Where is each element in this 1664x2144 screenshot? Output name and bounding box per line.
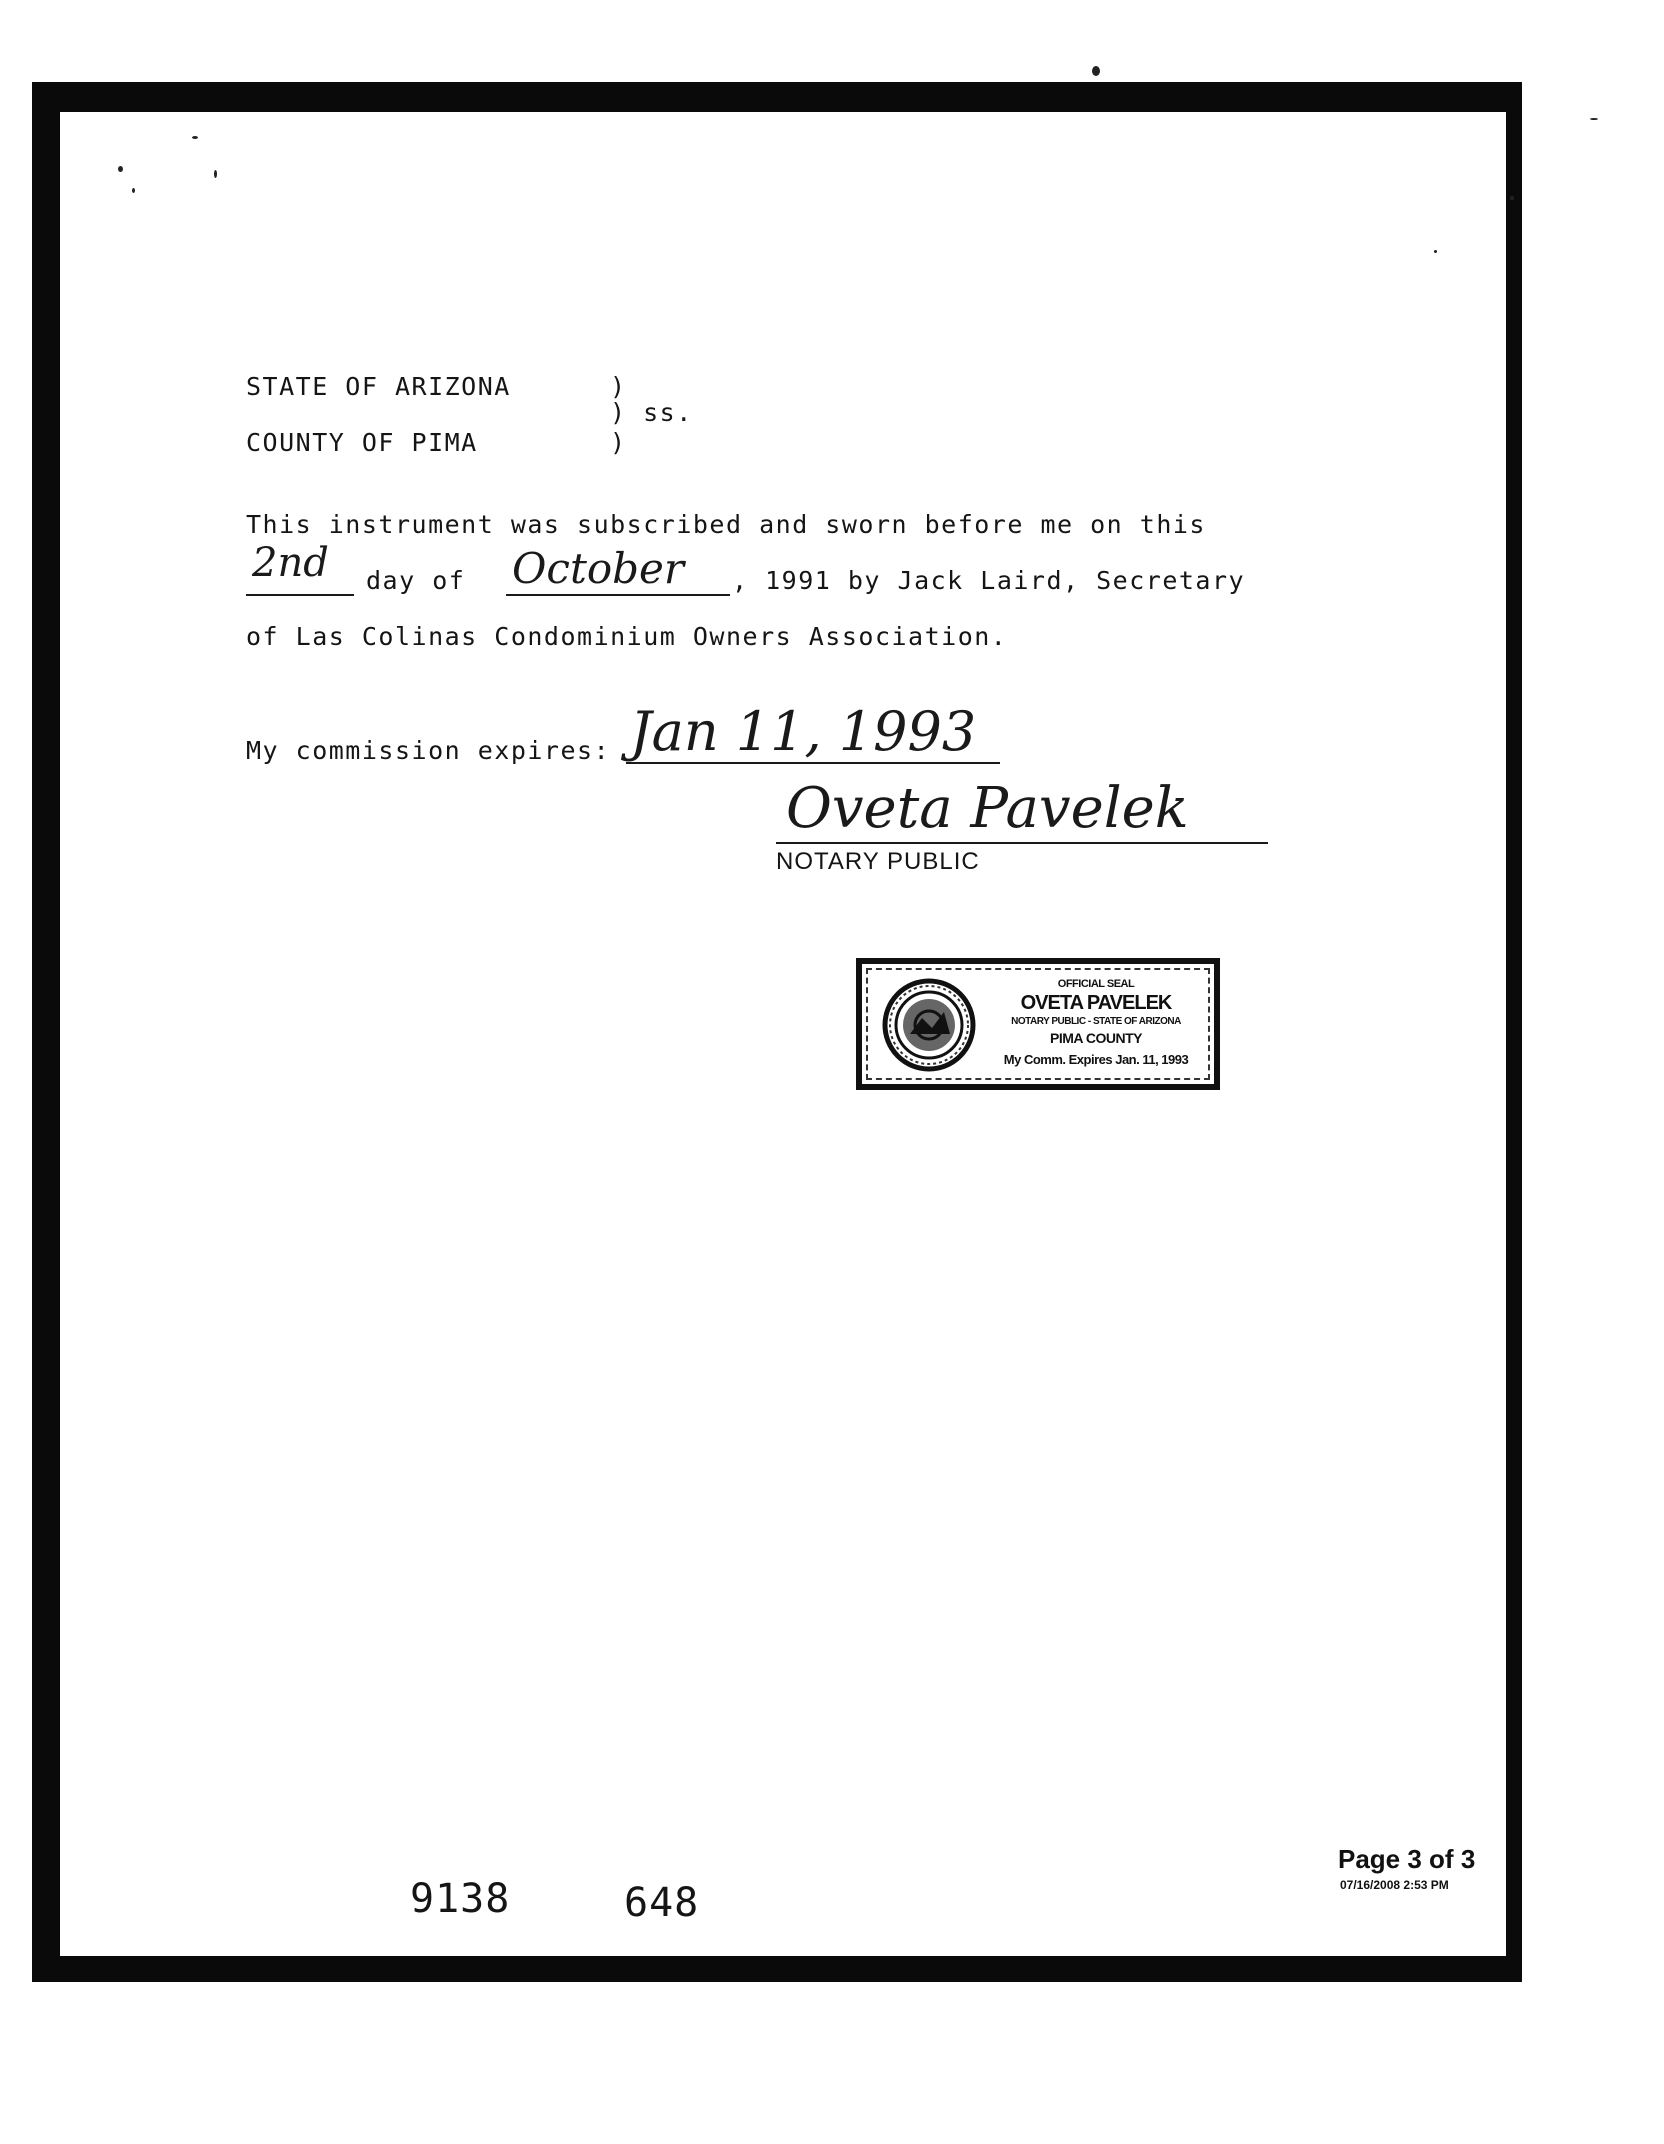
seal-heading: OFFICIAL SEAL <box>1057 978 1135 990</box>
body-line-1: This instrument was subscribed and sworn before me on this <box>246 510 1206 539</box>
seal-line-2: PIMA COUNTY <box>1050 1030 1142 1046</box>
page-indicator: Page 3 of 3 <box>1338 1844 1476 1874</box>
seal-line-1: NOTARY PUBLIC - STATE OF ARIZONA <box>1011 1016 1181 1027</box>
commission-label: My commission expires: <box>246 736 611 765</box>
body-line-2: , 1991 by Jack Laird, Secretary <box>732 566 1246 595</box>
print-timestamp: 07/16/2008 2:53 PM <box>1340 1878 1449 1892</box>
venue-paren: ) <box>610 428 627 457</box>
docket-number: 9138 <box>410 1876 511 1922</box>
venue-paren: ) <box>610 372 627 401</box>
page-number: 648 <box>624 1880 700 1926</box>
day-blank-line <box>246 594 354 596</box>
commission-blank-line <box>626 762 1000 764</box>
scan-speck <box>118 166 123 172</box>
scan-speck <box>132 188 135 193</box>
venue-state: STATE OF ARIZONA <box>246 372 511 401</box>
scan-speck <box>214 170 217 178</box>
handwritten-commission-date: Jan 11, 1993 <box>630 700 977 763</box>
scan-speck <box>1092 66 1100 76</box>
handwritten-month: October <box>512 544 684 593</box>
notary-signature: Oveta Pavelek <box>786 776 1189 841</box>
body-day-of: day of <box>366 566 466 595</box>
seal-line-3: My Comm. Expires Jan. 11, 1993 <box>1003 1052 1189 1067</box>
scan-border <box>32 82 1522 1982</box>
body-line-3: of Las Colinas Condominium Owners Association. <box>246 622 1008 651</box>
handwritten-day: 2nd <box>252 540 329 586</box>
scan-speck <box>1434 250 1437 253</box>
notary-seal-stamp <box>856 958 1220 1090</box>
scan-speck <box>1590 118 1598 120</box>
scan-speck <box>1510 196 1514 200</box>
seal-notary-name: OVETA PAVELEK <box>1020 992 1172 1014</box>
month-blank-line <box>506 594 730 596</box>
notary-public-label: NOTARY PUBLIC <box>776 848 980 875</box>
state-seal-icon <box>882 978 976 1072</box>
signature-line <box>776 842 1268 844</box>
venue-county: COUNTY OF PIMA <box>246 428 478 457</box>
venue-ss: ) ss. <box>610 398 693 427</box>
scan-speck <box>192 136 198 139</box>
